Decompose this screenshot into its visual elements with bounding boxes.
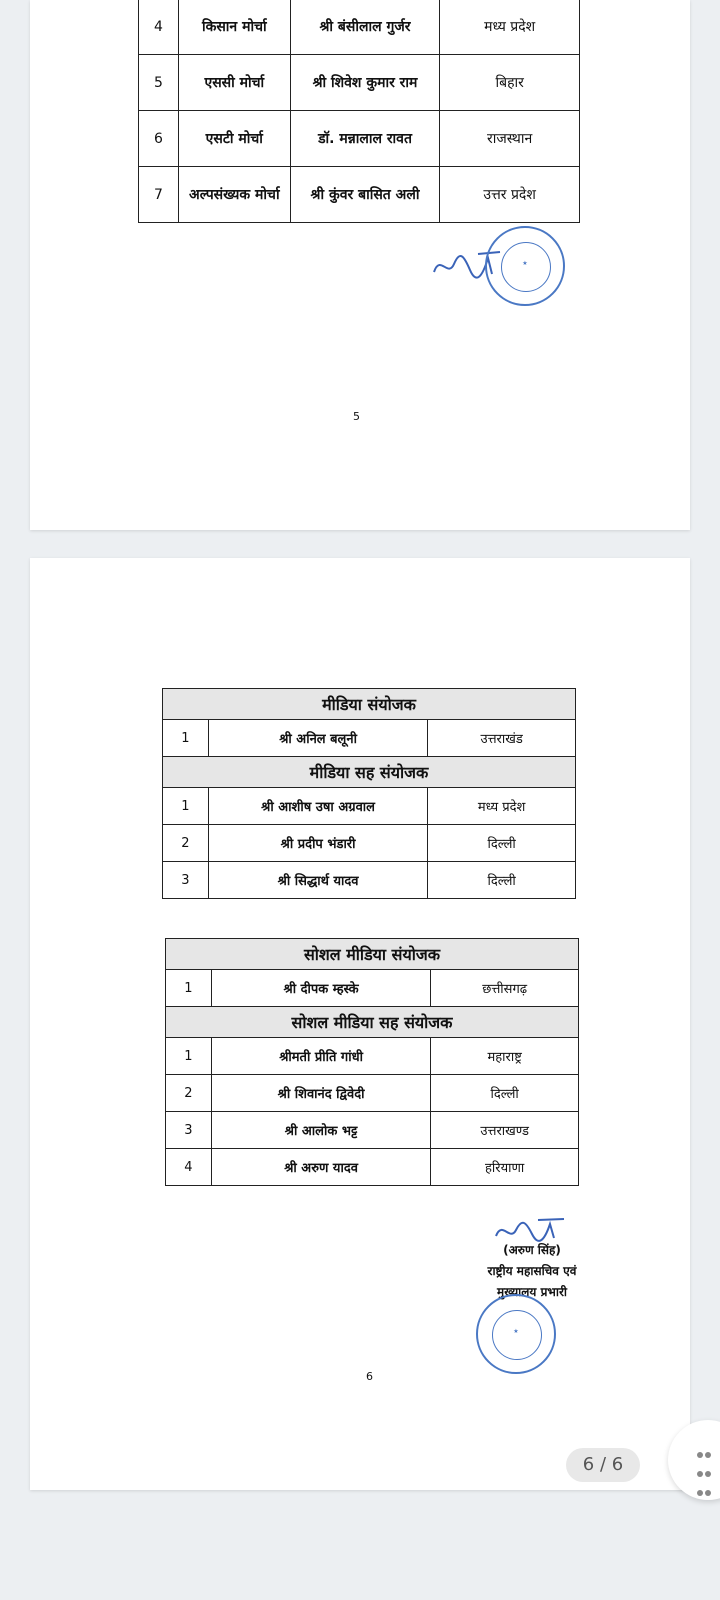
state-name: हरियाणा bbox=[431, 1149, 579, 1186]
state-name: महाराष्ट्र bbox=[431, 1038, 579, 1075]
row-number: 3 bbox=[166, 1112, 212, 1149]
person-name: श्रीमती प्रीति गांधी bbox=[211, 1038, 430, 1075]
table-row bbox=[163, 720, 576, 757]
table-row bbox=[166, 1038, 579, 1075]
signatory-name: (अरुण सिंह) bbox=[503, 1243, 561, 1257]
morcha-name: एससी मोर्चा bbox=[178, 55, 290, 111]
person-name: श्री अनिल बलूनी bbox=[208, 720, 427, 757]
page-indicator[interactable]: 6 / 6 bbox=[566, 1448, 640, 1482]
table-row bbox=[139, 0, 580, 55]
media-co-convener-title: मीडिया सह संयोजक bbox=[163, 757, 576, 788]
table-row bbox=[166, 1149, 579, 1186]
row-number: 6 bbox=[139, 111, 179, 167]
table-row bbox=[166, 1112, 579, 1149]
person-name: डॉ. मन्नालाल रावत bbox=[290, 111, 440, 167]
section-header bbox=[163, 757, 576, 788]
media-convener-title: मीडिया संयोजक bbox=[163, 689, 576, 720]
row-number: 1 bbox=[166, 1038, 212, 1075]
row-number: 4 bbox=[166, 1149, 212, 1186]
row-number: 2 bbox=[166, 1075, 212, 1112]
table-row bbox=[163, 862, 576, 899]
person-name: श्री आशीष उषा अग्रवाल bbox=[208, 788, 427, 825]
table-row bbox=[163, 825, 576, 862]
person-name: श्री आलोक भट्ट bbox=[211, 1112, 430, 1149]
section-header bbox=[163, 689, 576, 720]
table-row bbox=[139, 167, 580, 223]
person-name: श्री बंसीलाल गुर्जर bbox=[290, 0, 440, 55]
row-number: 7 bbox=[139, 167, 179, 223]
social-media-table bbox=[165, 938, 579, 1186]
official-stamp: ★ bbox=[476, 1294, 556, 1374]
state-name: मध्य प्रदेश bbox=[440, 0, 580, 55]
row-number: 5 bbox=[139, 55, 179, 111]
grid-dots-icon bbox=[696, 1444, 714, 1501]
state-name: छत्तीसगढ़ bbox=[431, 970, 579, 1007]
state-name: दिल्ली bbox=[428, 825, 576, 862]
page-number: 5 bbox=[353, 410, 360, 423]
section-header bbox=[166, 1007, 579, 1038]
social-convener-title: सोशल मीडिया संयोजक bbox=[166, 939, 579, 970]
person-name: श्री प्रदीप भंडारी bbox=[208, 825, 427, 862]
state-name: उत्तराखण्ड bbox=[431, 1112, 579, 1149]
media-table bbox=[162, 688, 576, 899]
row-number: 4 bbox=[139, 0, 179, 55]
person-name: श्री सिद्धार्थ यादव bbox=[208, 862, 427, 899]
signatory-title-line2: मुख्यालय प्रभारी bbox=[497, 1285, 567, 1299]
document-page-6 bbox=[30, 558, 690, 1490]
morcha-name: अल्पसंख्यक मोर्चा bbox=[178, 167, 290, 223]
state-name: मध्य प्रदेश bbox=[428, 788, 576, 825]
table-row bbox=[163, 788, 576, 825]
state-name: उत्तर प्रदेश bbox=[440, 167, 580, 223]
row-number: 1 bbox=[166, 970, 212, 1007]
table-row bbox=[139, 55, 580, 111]
morcha-name: किसान मोर्चा bbox=[178, 0, 290, 55]
person-name: श्री शिवानंद द्विवेदी bbox=[211, 1075, 430, 1112]
person-name: श्री अरुण यादव bbox=[211, 1149, 430, 1186]
social-co-convener-title: सोशल मीडिया सह संयोजक bbox=[166, 1007, 579, 1038]
morcha-table bbox=[138, 0, 580, 223]
table-row bbox=[166, 970, 579, 1007]
morcha-name: एसटी मोर्चा bbox=[178, 111, 290, 167]
row-number: 3 bbox=[163, 862, 209, 899]
row-number: 1 bbox=[163, 788, 209, 825]
signatory-block bbox=[450, 1240, 614, 1303]
person-name: श्री दीपक म्हस्के bbox=[211, 970, 430, 1007]
state-name: बिहार bbox=[440, 55, 580, 111]
table-row bbox=[166, 1075, 579, 1112]
official-stamp: ★ bbox=[485, 226, 565, 306]
state-name: राजस्थान bbox=[440, 111, 580, 167]
table-row bbox=[139, 111, 580, 167]
person-name: श्री कुंवर बासित अली bbox=[290, 167, 440, 223]
page-number: 6 bbox=[366, 1370, 373, 1383]
state-name: दिल्ली bbox=[428, 862, 576, 899]
section-header bbox=[166, 939, 579, 970]
row-number: 2 bbox=[163, 825, 209, 862]
state-name: उत्तराखंड bbox=[428, 720, 576, 757]
state-name: दिल्ली bbox=[431, 1075, 579, 1112]
row-number: 1 bbox=[163, 720, 209, 757]
person-name: श्री शिवेश कुमार राम bbox=[290, 55, 440, 111]
signatory-title-line1: राष्ट्रीय महासचिव एवं bbox=[487, 1264, 577, 1278]
document-page-5 bbox=[30, 0, 690, 530]
